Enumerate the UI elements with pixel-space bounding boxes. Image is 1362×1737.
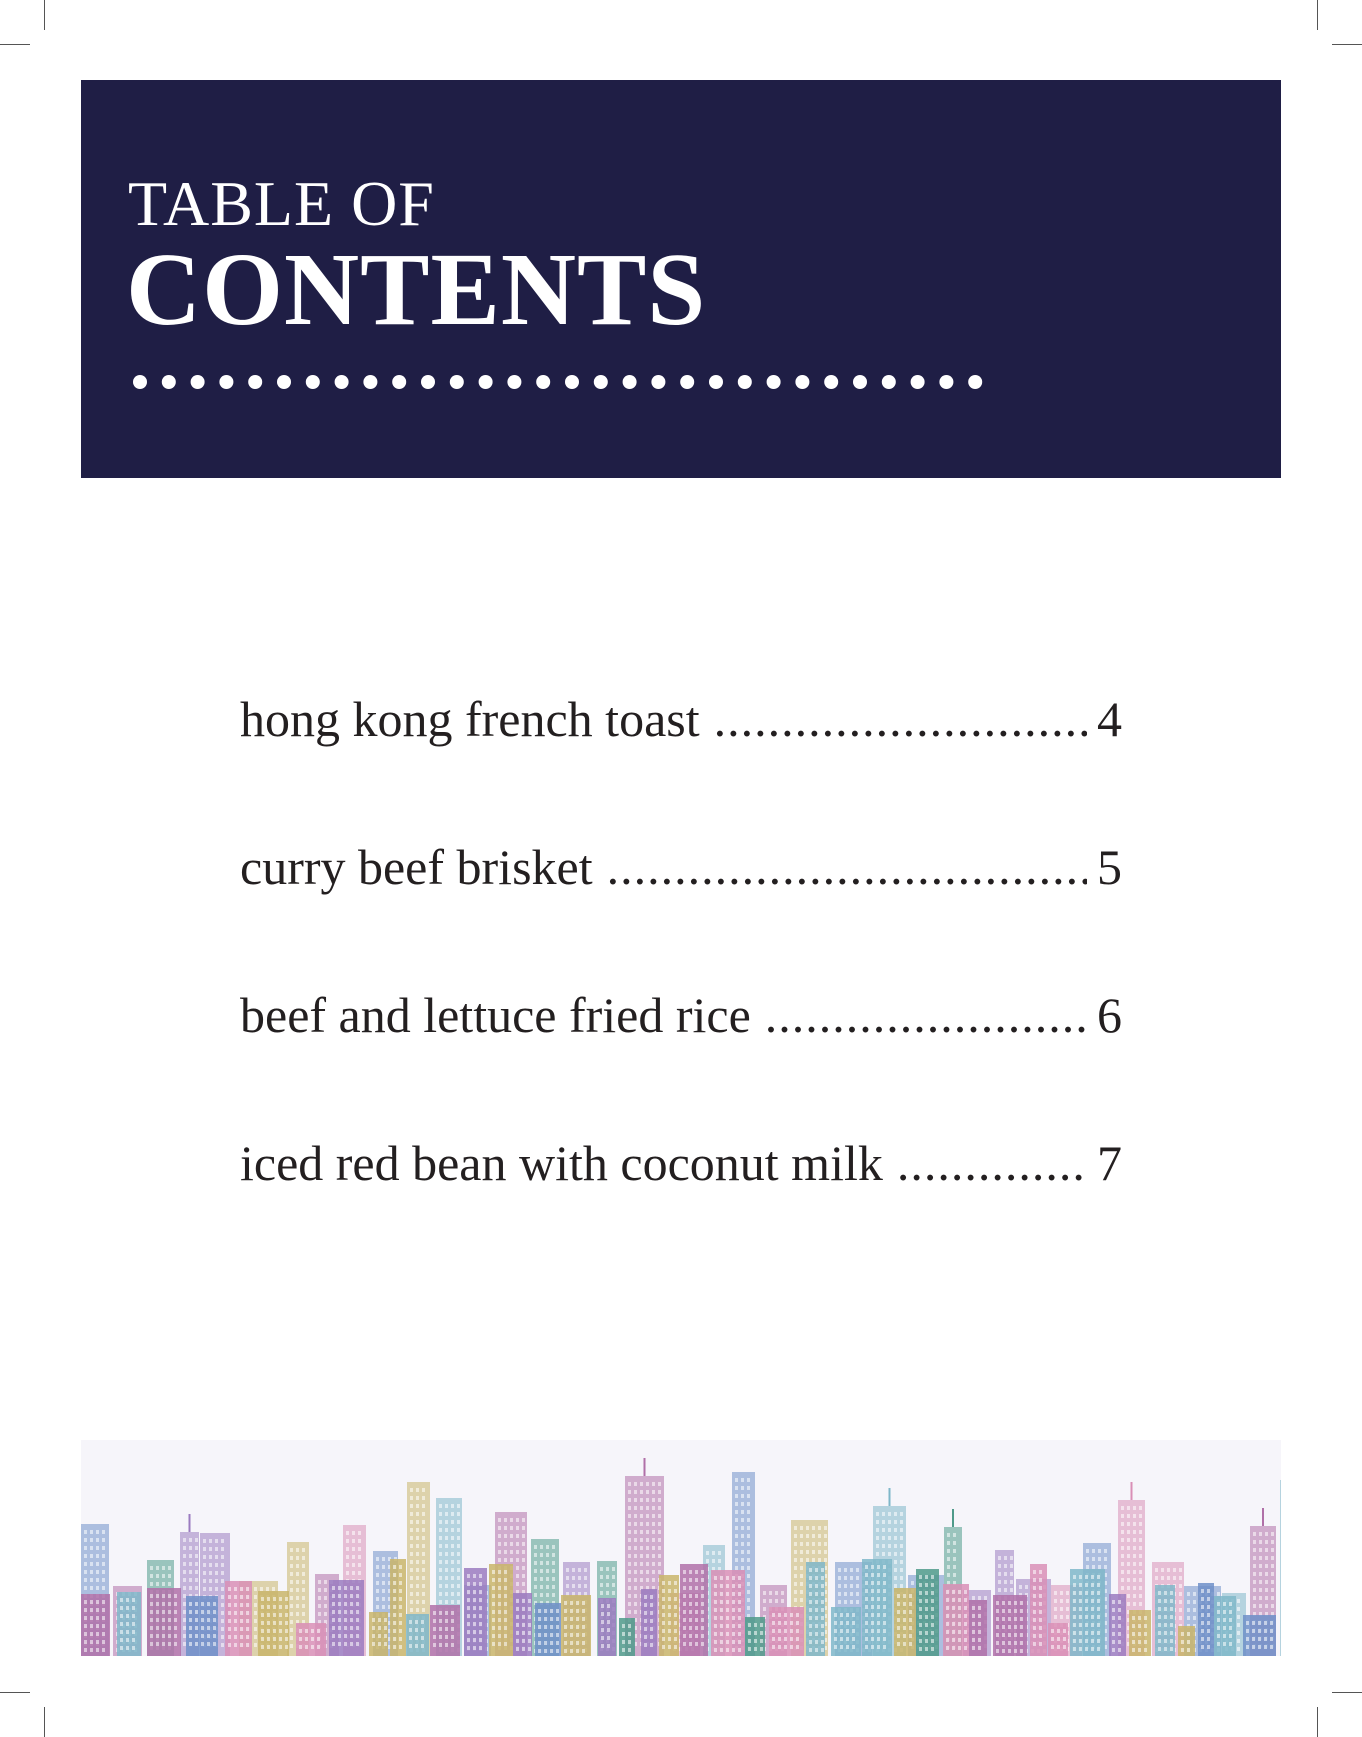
divider-dot	[882, 375, 896, 389]
dot-leader	[607, 838, 1087, 896]
divider-dot	[939, 375, 953, 389]
building	[1243, 1615, 1276, 1656]
divider-dot	[795, 375, 809, 389]
divider-dot	[306, 375, 320, 389]
crop-mark	[0, 1692, 30, 1693]
divider-dot	[277, 375, 291, 389]
divider-dot	[536, 375, 550, 389]
building	[489, 1564, 513, 1656]
building	[513, 1593, 532, 1656]
header-banner	[81, 80, 1281, 478]
building	[598, 1598, 616, 1656]
divider-dot	[363, 375, 377, 389]
crop-mark	[0, 44, 30, 45]
divider-dot	[911, 375, 925, 389]
building	[745, 1617, 765, 1656]
divider-dot	[767, 375, 781, 389]
building	[1030, 1564, 1047, 1656]
building	[1155, 1585, 1175, 1656]
building	[464, 1568, 487, 1656]
building	[117, 1592, 141, 1656]
building	[943, 1584, 969, 1656]
toc-entry-page: 7	[1097, 1135, 1122, 1191]
building	[147, 1588, 181, 1656]
toc-list	[240, 690, 1122, 1282]
divider-dot	[479, 375, 493, 389]
divider-dot	[968, 375, 982, 389]
divider-dot	[680, 375, 694, 389]
building	[296, 1623, 326, 1656]
divider-dot	[853, 375, 867, 389]
building	[1280, 1462, 1281, 1656]
dot-leader	[897, 1134, 1087, 1192]
building	[711, 1570, 745, 1656]
dot-leader	[714, 690, 1087, 748]
building	[619, 1618, 635, 1656]
building	[680, 1564, 708, 1656]
divider-dot	[709, 375, 723, 389]
building	[806, 1562, 825, 1656]
building	[969, 1600, 987, 1656]
divider-dot	[594, 375, 608, 389]
page-title-line1: TABLE OF	[128, 168, 435, 239]
toc-entry[interactable]	[240, 690, 1122, 838]
building	[1198, 1583, 1214, 1656]
toc-entry[interactable]	[240, 1134, 1122, 1282]
building	[862, 1559, 892, 1656]
building	[1048, 1623, 1068, 1656]
building	[894, 1588, 916, 1656]
building	[81, 1594, 110, 1656]
building	[659, 1575, 679, 1656]
crop-mark	[1332, 1692, 1362, 1693]
building	[769, 1607, 804, 1656]
divider-dot	[335, 375, 349, 389]
divider-dot	[450, 375, 464, 389]
building	[225, 1581, 252, 1656]
building	[329, 1580, 364, 1656]
building	[535, 1603, 561, 1656]
divider-dot	[191, 375, 205, 389]
crop-mark	[1317, 1707, 1318, 1737]
city-skyline-icon	[81, 1400, 1281, 1656]
divider-dot	[824, 375, 838, 389]
building	[258, 1591, 289, 1656]
divider-dot	[392, 375, 406, 389]
building	[1129, 1610, 1151, 1656]
building	[1109, 1594, 1126, 1656]
dot-leader	[765, 986, 1087, 1044]
toc-entry-page: 5	[1097, 839, 1122, 895]
divider-dot	[738, 375, 752, 389]
toc-entry[interactable]	[240, 986, 1122, 1134]
building	[430, 1605, 460, 1656]
building	[831, 1607, 861, 1656]
divider-dot	[133, 375, 147, 389]
divider-dot	[162, 375, 176, 389]
building	[1178, 1626, 1195, 1656]
toc-entry-page: 4	[1097, 691, 1122, 747]
divider-dot	[248, 375, 262, 389]
divider-dot	[651, 375, 665, 389]
toc-entry-title: beef and lettuce fried rice	[240, 987, 751, 1043]
divider-dot	[219, 375, 233, 389]
building	[916, 1569, 939, 1656]
toc-entry-title: iced red bean with coconut milk	[240, 1135, 883, 1191]
divider-dot	[623, 375, 637, 389]
divider-dot	[565, 375, 579, 389]
toc-entry[interactable]	[240, 838, 1122, 986]
toc-entry-title: curry beef brisket	[240, 839, 593, 895]
divider-dot	[421, 375, 435, 389]
building	[641, 1589, 657, 1656]
toc-entry-page: 6	[1097, 987, 1122, 1043]
page-title-line2: CONTENTS	[126, 232, 707, 347]
crop-mark	[44, 0, 45, 30]
building	[561, 1595, 591, 1656]
crop-mark	[1317, 0, 1318, 30]
building	[1070, 1569, 1105, 1656]
building	[186, 1596, 218, 1656]
building	[993, 1595, 1027, 1656]
crop-mark	[1332, 44, 1362, 45]
building	[369, 1612, 388, 1656]
toc-entry-title: hong kong french toast	[240, 691, 700, 747]
crop-mark	[44, 1707, 45, 1737]
building	[406, 1614, 429, 1656]
building	[390, 1559, 406, 1656]
dotted-divider	[132, 374, 996, 390]
building	[1214, 1596, 1236, 1656]
divider-dot	[507, 375, 521, 389]
